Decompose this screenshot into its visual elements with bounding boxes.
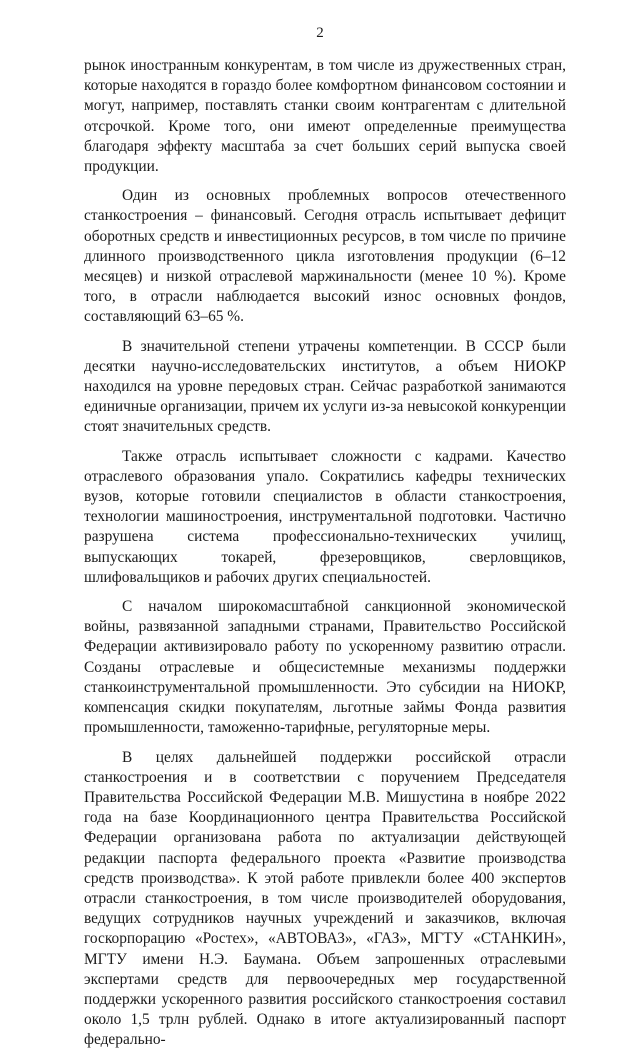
page-number: 2 [316, 25, 324, 41]
paragraph-federal-project: В целях дальнейшей поддержки российской отрасли станкостроения и в соответствии с поручением Председателя Правительства Российской Федерации М.В. Мишустина в ноябре 2022 года на базе Координационного центра Правительства Российской Федерации организована работа по актуализации действующей редакции паспорта федерального проекта «Развитие производства средств производства». К этой работе привлекли более 400 экспертов отрасли станкостроения, в том числе производителей оборудования, ведущих сотрудников научных учреждений и заказчиков, включая госкорпорацию «Ростех», «АВТОВАЗ», «ГАЗ», МГТУ «СТАНКИН», МГТУ имени Н.Э. Баумана. Объем запрошенных отраслевыми экспертами средств для первоочередных мер государственной поддержки ускоренного развития российского станкостроения составил около 1,5 трлн рублей. Однако в итоге актуализированный паспорт федерально- [84, 748, 566, 1049]
paragraph-personnel: Также отрасль испытывает сложности с кадрами. Качество отраслевого образования упало. Сократились кафедры технических вузов, которые готовили специалистов в области станкостроения, технологии машиностроения, инструментальной подготовки. Частично разрушена система профессионально-технических училищ, выпускающих токарей, фрезеровщиков, сверловщиков, шлифовальщиков и рабочих других специальностей. [84, 447, 566, 586]
paragraph-lost-competencies: В значительной степени утрачены компетенции. В СССР были десятки научно-исследовательских институтов, а объем НИОКР находился на уровне передовых стран. Сейчас разработкой занимаются единичные организации, причем их услуги из-за невысокой конкуренции стоят значительных средств. [84, 337, 566, 436]
paragraph-foreign-competitors: рынок иностранным конкурентам, в том числе из дружественных стран, которые находятся в гораздо более комфортном финансовом состоянии и могут, например, поставлять станки своим контрагентам с длительной отсрочкой. Кроме того, они имеют определенные преимущества благодаря эффекту масштаба за счет больших серий выпуска своей продукции. [84, 57, 566, 176]
paragraph-sanctions-support: С началом широкомасштабной санкционной экономической войны, развязанной западными странами, Правительство Российской Федерации активизировало работу по ускоренному развитию отрасли. Созданы отраслевые и общесистемные механизмы поддержки станкоинструментальной промышленности. Это субсидии на НИОКР, компенсация скидки покупателям, льготные займы Фонда развития промышленности, таможенно-тарифные, регуляторные меры. [84, 598, 566, 737]
document-body [84, 56, 566, 1060]
paragraph-financial-issue: Один из основных проблемных вопросов отечественного станкостроения – финансовый. Сегодня отрасль испытывает дефицит оборотных средств и инвестиционных ресурсов, в том числе по причине длинного производственного цикла изготовления продукции (6–12 месяцев) и низкой отраслевой маржинальности (менее 10 %). Кроме того, в отрасли наблюдается высокий износ основных фондов, составляющий 63–65 %. [84, 187, 566, 326]
